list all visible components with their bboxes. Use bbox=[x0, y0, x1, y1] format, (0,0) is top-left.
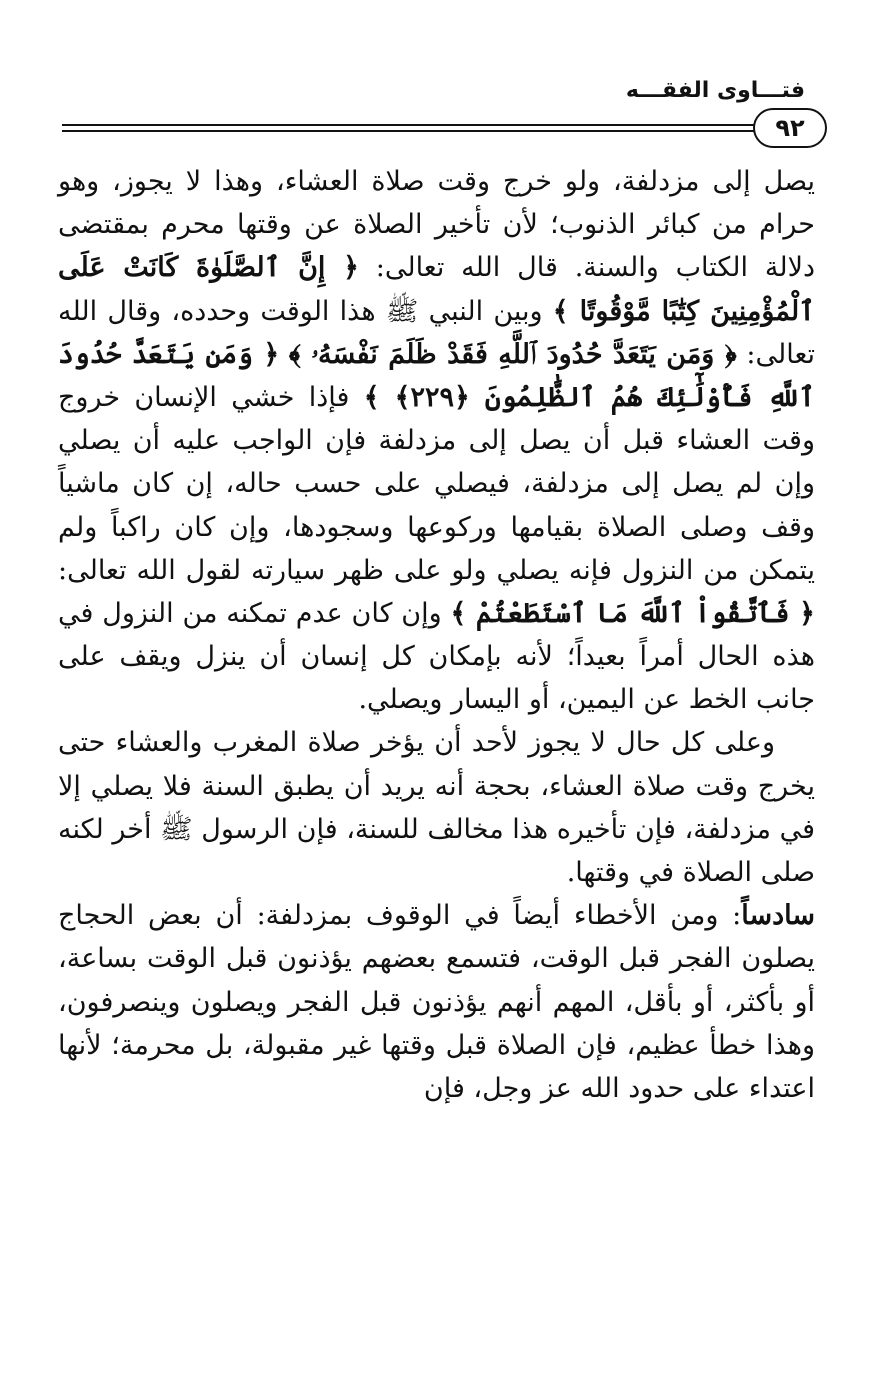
paragraph-1-text-e: وإن كان عدم تمكنه من النزول في هذه الحال أمراً بعيداً؛ لأنه بإمكان كل إنسان أن ينزل ويقف على جانب الخط عن اليمين، أو اليسار ويصلي. bbox=[58, 597, 815, 716]
header-rule bbox=[62, 124, 761, 132]
paragraph-3-lead: سادساً bbox=[741, 900, 815, 932]
paragraph-3 bbox=[58, 894, 815, 1110]
paragraph-1-text-c bbox=[279, 339, 289, 370]
paragraph-2 bbox=[58, 721, 815, 894]
page-number: ٩٢ bbox=[753, 108, 827, 148]
running-title: فتـــاوى الفقـــه bbox=[625, 78, 805, 103]
quran-verse-1: ﴿ إِنَّ ٱلصَّلَوٰةَ كَانَتْ عَلَى ٱلْمُؤْمِنِينَ كِتَٰبًا مَّوْقُوتًا ﴾ bbox=[58, 252, 815, 327]
quran-verse-2: ﴿ وَمَن يَتَعَدَّ حُدُودَ ٱللَّهِ فَقَدْ ظَلَمَ نَفْسَهُۥ ﴾ bbox=[288, 338, 737, 370]
paragraph-1 bbox=[58, 160, 815, 721]
body-text bbox=[58, 160, 815, 1110]
quran-verse-3: ﴿ وَمَن يَتَعَدَّ حُدُودَ ٱللَّهِ فَأُوْلَٰٓئِكَ هُمُ ٱلظَّٰلِمُونَ ﴿٢٢٩﴾ ﴾ bbox=[58, 338, 815, 413]
paragraph-1-text-b: وبين النبي ﷺ هذا الوقت وحدده، وقال الله تعالى: bbox=[58, 295, 816, 370]
paragraph-2-text: وعلى كل حال لا يجوز لأحد أن يؤخر صلاة المغرب والعشاء حتى يخرج وقت صلاة العشاء، بحجة أنه يريد أن يطبق السنة فلا يصلي إلا في مزدلفة، فإن تأخيره هذا مخالف للسنة، فإن الرسول ﷺ أخر لكنه صلى الصلاة في وقتها. bbox=[58, 727, 815, 888]
paragraph-1-text-d: فإذا خشي الإنسان خروج وقت العشاء قبل أن يصل إلى مزدلفة فإن الواجب عليه أن يصلي وإن لم يصل إلى مزدلفة، فيصلي على حسب حاله، إن كان ماشياً وقف وصلى الصلاة بقيامها وركوعها وسجودها، وإن كان راكباً ولم يتمكن من النزول فإنه يصلي ولو على ظهر سيارته لقول الله تعالى: bbox=[58, 381, 815, 586]
paragraph-1-text-a: يصل إلى مزدلفة، ولو خرج وقت صلاة العشاء، وهذا لا يجوز، وهو حرام من كبائر الذنوب؛ لأن تأخير الصلاة عن وقتها محرم بمقتضى دلالة الكتاب والسنة. قال الله تعالى: bbox=[58, 166, 815, 284]
paragraph-3-text: : ومن الأخطاء أيضاً في الوقوف بمزدلفة: أن بعض الحجاج يصلون الفجر قبل الوقت، فتسمع بعضهم يؤذنون قبل الوقت بساعة، أو بأكثر، أو بأقل، المهم أنهم يؤذنون قبل الفجر ويصلون وينصرفون، وهذا خطأ عظيم، فإن الصلاة قبل وقتها غير مقبولة، بل محرمة؛ لأنها اعتداء على حدود الله عز وجل، فإن bbox=[58, 900, 815, 1104]
quran-verse-4: ﴿ فَٱتَّقُواْ ٱللَّهَ مَا ٱسْتَطَعْتُمْ ﴾ bbox=[450, 597, 815, 629]
